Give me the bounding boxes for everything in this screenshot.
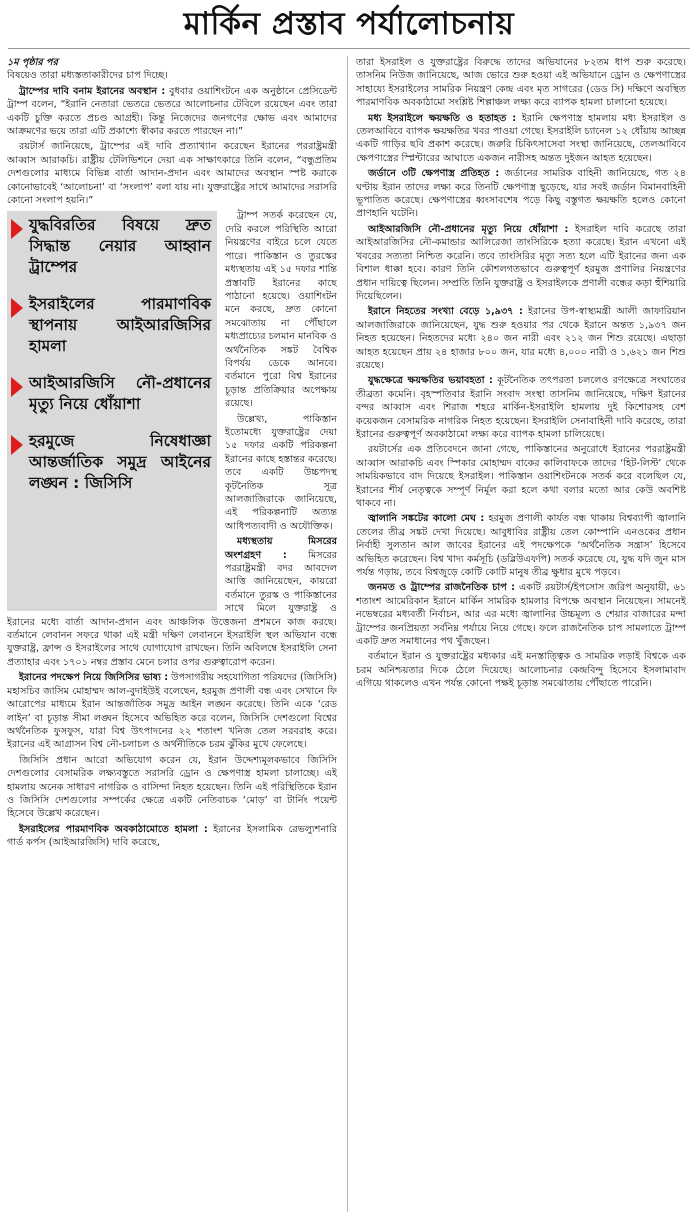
subheading: ইরানে নিহতের সংখ্যা বেড়ে ১,৯৩৭ : [368, 306, 523, 318]
paragraph: মধ্যস্থতায় মিসরের অংশগ্রহণ : মিসরের পররাষ্ট্রমন্ত্রী বদর আবদেল আত্তি জানিয়েছেন, কায়রো বর্তমানে তুরস্ক ও পাকিস্তানের সাথে মিলে যুক্তরাষ্ট্র ও ইরানের মধ্যে বার্তা আদান-প্রদান এবং আঞ্চলিক উত্তেজনা প্রশমনে কাজ করছে। বর্তমানে লেবানন সফরে থাকা এই মন্ত্রী দক্ষিণ লেবাননে ইসরাইলি স্থল অভিযান বন্ধে যুক্তরাষ্ট্র, ফ্রান্স ও ইসরাইলের সাথে যোগাযোগ রাখছেন। তিনি অবিলম্বে ইসরাইলি সেনা প্রত্যাহার এবং ১৭০১ নম্বর প্রস্তাব মেনে চলার ওপর গুরুত্বারোপ করেন। [7, 536, 337, 668]
subheading: জনমত ও ট্রাম্পের রাজনৈতিক চাপ : [368, 582, 515, 594]
pull-quote-item: আইআরজিসি নৌ-প্রধানের মৃত্যু নিয়ে ধোঁয়াশা [11, 373, 211, 415]
paragraph: রয়টার্সের এক প্রতিবেদনে জানা গেছে, পাকিস্তানের অনুরোধে ইরানের পররাষ্ট্রমন্ত্রী আব্বাস আরাকচি এবং স্পিকার মোহাম্মদ বাকের কালিবাফকে তাদের ‘হিট-লিস্ট’ থেকে সাময়িকভাবে বাদ দিয়েছে ইসরাইল। পাকিস্তান ওয়াশিংটনকে সতর্ক করে বলেছিল যে, ইরানের শীর্ষ নেতৃত্বকে সম্পূর্ণ নির্মূল করা হলে কথা বলার মতো আর কেউ অবশিষ্ট থাকবে না। [356, 444, 686, 509]
subheading: যুদ্ধক্ষেত্রে ক্ষয়ক্ষতির ভয়াবহতা : [368, 375, 493, 387]
subheading: জর্ডানে ৩টি ক্ষেপণাস্ত্র প্রতিহত : [368, 168, 500, 180]
subheading: মধ্যস্থতায় মিসরের অংশগ্রহণ : [225, 536, 337, 561]
subheading: মধ্য ইসরাইলে ক্ষয়ক্ষতি ও হতাহত : [368, 112, 517, 124]
paragraph: জ্বালানি সঙ্কটের কালো মেঘ : হরমুজ প্রণালী কার্যত বন্ধ থাকায় বিশ্বব্যাপী জ্বালানি তেলের তীব্র সঙ্কট দেখা দিয়েছে। আবুধাবির রাষ্ট্রীয় তেল কোম্পানি এনওকের প্রধান নির্বাহী সুলতান আল জাবের ইরানের এই পদক্ষেপকে ‘অর্থনৈতিক সন্ত্রাস’ হিসেবে অভিহিত করেছেন। বিশ্ব খাদ্য কর্মসূচি (ডব্লিউএফপি) সতর্ক করেছে যে, যুদ্ধ যদি জুন মাস পর্যন্ত গড়ায়, তবে বিশ্বজুড়ে কোটি কোটি মানুষ তীব্র ক্ষুধার মুখে পড়বে। [356, 513, 686, 579]
paragraph: যুদ্ধক্ষেত্রে ক্ষয়ক্ষতির ভয়াবহতা : কূটনৈতিক তৎপরতা চললেও রণক্ষেত্রে সংঘাতের তীব্রতা কমেনি। বৃহস্পতিবার ইরানি সংবাদ সংস্থা তাসনিম জানিয়েছে, দক্ষিণ ইরানের বন্দর আব্বাস এবং শিরাজ শহরে মার্কিন-ইসরাইলি হামলায় দুই কিশোরসহ বেশ কয়েকজন বেসামরিক নাগরিক নিহত হয়েছেন। ইসরাইলি সেনাবাহিনী দাবি করেছে, তারা ইরানের গুরুত্বপূর্ণ অবকাঠামো লক্ষ্য করে ব্যাপক হামলা চালিয়েছে। [356, 375, 686, 440]
paragraph: বর্তমানে ইরান ও যুক্তরাষ্ট্রের মধ্যকার এই মনস্তাত্ত্বিক ও সামরিক লড়াই বিশ্বকে এক চরম অনিশ্চয়তার দিকে ঠেলে দিয়েছে। আলোচনার কেন্দ্রবিন্দু হিসেবে ইসলামাবাদ এগিয়ে থাকলেও এখন পর্যন্ত কোনো পক্ষই চূড়ান্ত সমঝোতায় পৌঁছাতে পারেনি। [356, 651, 686, 690]
paragraph: উল্লেখ্য, পাকিস্তান ইতোমধ্যে যুক্তরাষ্ট্রের দেয়া ১৫ দফার একটি পরিকল্পনা ইরানের কাছে হস্তান্তর করেছে। তবে একটি উচ্চপদস্থ কূটনৈতিক সূত্র আলজাজিরাকে জানিয়েছে, এই পরিকল্পনাটি অত্যন্ত আধিপত্যবাদী ও অযৌক্তিক। [225, 413, 337, 532]
subheading: আইআরজিসি নৌ-প্রধানের মৃত্যু নিয়ে ধোঁয়াশা : [368, 223, 569, 235]
subheading: জ্বালানি সঙ্কটের কালো মেঘ : [368, 513, 485, 525]
pull-quote-item: যুদ্ধবিরতির বিষয়ে দ্রুত সিদ্ধান্ত নেয়ার আহ্বান ট্রাম্পের [11, 215, 211, 278]
continued-from-page-label: ১ম পৃষ্ঠার পর [7, 57, 58, 68]
paragraph: ইসরাইলের পারমাণবিক অবকাঠামোতে হামলা : ইরানের ইসলামিক রেভল্যুশনারি গার্ড কর্পস (আইআরজিসি) দাবি করেছে, [7, 823, 337, 849]
paragraph: বিষয়েও তারা মধ্যস্ততাকারীদের চাপ দিচ্ছে। [7, 70, 168, 82]
paragraph: ইরানের পদক্ষেপ নিয়ে জিসিসির ভাষ্য : উপসাগরীয় সহযোগিতা পরিষদের (জিসিসি) মহাসচিব জাসিম মোহাম্মদ আল-বুদাইউই বলেছেন, হরমুজ প্রণালী বন্ধ এবং সেখানে ফি আরোপের মাধ্যমে ইরান আন্তর্জাতিক সমুদ্র আইন লঙ্ঘন করেছে। তিনি একে ‘রেড লাইন’ বা চূড়ান্ত সীমা লঙ্ঘন হিসেবে অভিহিত করে বলেন, জিসিসি দেশগুলো বিশ্বের অর্থনৈতিক ফুসফুস, যারা বিশ্ব উৎপাদনের ২২ শতাংশ খনিজ তেল সরবরাহ করে। ইরানের এই আগ্রাসন বিশ্ব নৌ-চলাচল ও অর্থনীতিকে চরম ঝুঁকির মুখে ফেলেছে। [7, 672, 337, 751]
subheading: ট্রাম্পের দাবি বনাম ইরানের অবস্থান : [19, 85, 166, 97]
right-column [356, 56, 686, 1212]
paragraph: তারা ইসরাইল ও যুক্তরাষ্ট্রের বিরুদ্ধে তাদের অভিযানের ৮২তম ধাপ শুরু করেছে। তাসনিম নিউজ জানিয়েছে, আজ ভোরে শুরু হওয়া এই অভিযানে ড্রোন ও ক্ষেপণাস্ত্রের সাহায্যে ইসরাইলের সামরিক নিয়ন্ত্রণ কেন্দ্র এবং মৃত সাগরের (ডেড সি) দক্ষিণে অবস্থিত পারমাণবিক অবকাঠামো সংশ্লিষ্ট শিল্পাঞ্চল লক্ষ্য করে ব্যাপক হামলা চালানো হয়েছে। [356, 57, 686, 109]
paragraph: জিসিসি প্রধান আরো অভিযোগ করেন যে, ইরান উদ্দেশ্যমূলকভাবে জিসিসি দেশগুলোর বেসামরিক লক্ষ্যবস্তুতে সরাসরি ড্রোন ও ক্ষেপণাস্ত্র হামলা চালাচ্ছে। এই হামলায় অনেক সাধারণ নাগরিক ও বাসিন্দা নিহত হয়েছেন। তিনি এই পরিস্থিতিকে ইরান ও জিসিসি দেশগুলোর সম্পর্কের ক্ষেত্রে একটি নেতিবাচক ‘মোড়’ বা টার্নিং পয়েন্ট হিসেবে উল্লেখ করেছেন। [7, 754, 337, 820]
subheading: ইরানের পদক্ষেপ নিয়ে জিসিসির ভাষ্য : [19, 672, 169, 684]
pull-quote-item: ইসরাইলের পারমাণবিক স্থাপনায় আইআরজিসির হামলা [11, 294, 211, 357]
paragraph: ইরানে নিহতের সংখ্যা বেড়ে ১,৯৩৭ : ইরানের উপ-স্বাস্থ্যমন্ত্রী আলী জাফারিয়ান আলজাজিরাকে জানিয়েছেন, যুদ্ধ শুরু হওয়ার পর থেকে ইরানে অন্তত ১,৯৩৭ জন নিহত হয়েছেন। নিহতদের মধ্যে ২৪০ জন নারী এবং ২১২ জন শিশু রয়েছে। এছাড়া আহত হয়েছেন প্রায় ২৪ হাজার ৮০০ জন, যার মধ্যে ৪,০০০ নারী ও ১,৬২১ জন শিশু রয়েছে। [356, 306, 686, 371]
red-arrow-icon [11, 435, 23, 455]
column-divider [347, 56, 348, 1212]
red-arrow-icon [11, 377, 23, 397]
paragraph: আইআরজিসি নৌ-প্রধানের মৃত্যু নিয়ে ধোঁয়াশা : ইসরাইল দাবি করেছে তারা আইআরজিসির নৌ-কমান্ডার আলিরেজা তাংসিরিকে হত্যা করেছে। ইরান এখনো এই খবরের সত্যতা নিশ্চিত করেনি। তবে তাংসিরির মৃত্যু সত্য হলে এটি ইরানের জন্য এক বিশাল ধাক্কা হবে। কারণ তিনি কৌশলগতভাবে গুরুত্বপূর্ণ হরমুজ প্রণালির নিয়ন্ত্রণের প্রধান দায়িত্বে ছিলেন। সম্প্রতি তিনি যুক্তরাষ্ট্র ও ইসরাইলকে প্রণালী বন্ধের কড়া হুঁশিয়ারি দিয়েছিলেন। [356, 223, 686, 302]
paragraph: রয়টার্স জানিয়েছে, ট্রাম্পের এই দাবি প্রত্যাখ্যান করেছেন ইরানের পররাষ্ট্রমন্ত্রী আব্বাস আরাকচি। রাষ্ট্রীয় টেলিভিশনে দেয়া এক সাক্ষাৎকারে তিনি বলেন, “বন্ধুপ্রতিম দেশগুলোর মাধ্যমে বিভিন্ন বার্তা আদান-প্রদান এবং আমাদের অবস্থান স্পষ্ট করাকে কোনোভাবেই ‘আলোচনা’ বা ‘সংলাপ’ বলা যায় না। যুক্তরাষ্ট্রের সাথে আমাদের সরাসরি কোনো সংলাপ হয়নি।” [7, 141, 337, 207]
pull-quote-box [7, 211, 217, 611]
red-arrow-icon [11, 219, 23, 239]
paragraph: জর্ডানে ৩টি ক্ষেপণাস্ত্র প্রতিহত : জর্ডানের সামরিক বাহিনী জানিয়েছে, গত ২৪ ঘণ্টায় ইরান তাদের লক্ষ্য করে তিনটি ক্ষেপণাস্ত্র ছুড়েছে, যার সবই জর্ডান বিমানবাহিনী ভূপাতিত করেছে। ক্ষেপণাস্ত্রের ধ্বংসাবশেষ পড়ে কিছু বস্তুগত ক্ষয়ক্ষতি হলেও কোনো প্রাণহানি ঘটেনি। [356, 168, 686, 220]
pull-quote-item: হরমুজে নিষেধাজ্ঞা আন্তর্জাতিক সমুদ্র আইনের লঙ্ঘন : জিসিসি [11, 431, 211, 494]
paragraph: ট্রাম্প সতর্ক করেছেন যে, দেরি করলে পরিস্থিতি আরো নিয়ন্ত্রণের বাইরে চলে যেতে পারে। পাকিস্তান ও তুরস্কের মধ্যস্থতায় এই ১৫ দফার শান্তি প্রস্তাবটি ইরানের কাছে পাঠানো হয়েছে। ওয়াশিংটন মনে করছে, দ্রুত কোনো সমঝোতায় না পৌঁছালে মধ্যপ্রাচ্যের চলমান মানবিক ও অর্থনৈতিক সঙ্কট বৈশ্বিক বিপর্যয় ডেকে আনবে। বর্তমানে পুরো বিশ্ব ইরানের চূড়ান্ত প্রতিক্রিয়ার অপেক্ষায় রয়েছে। [225, 210, 337, 410]
headline: মার্কিন প্রস্তাব পর্যালোচনায় [183, 6, 515, 42]
headline-rule [8, 48, 690, 49]
paragraph: জনমত ও ট্রাম্পের রাজনৈতিক চাপ : একটি রয়টার্স/ইপসোস জরিপ অনুযায়ী, ৬১ শতাংশ আমেরিকান ইরানে মার্কিন সামরিক হামলার বিপক্ষে অবস্থান নিয়েছেন। সামনেই নভেম্বরের মধ্যবর্তী নির্বাচন, আর এর মধ্যে জ্বালানির উচ্চমূল্য ও শেয়ার বাজারের মন্দা ট্রাম্পের জনপ্রিয়তা সর্বনিম্ন পর্যায়ে নিয়ে গেছে। ফলে রাজনৈতিক চাপ সামলাতে ট্রাম্প একটি দ্রুত সমাধানের পথ খুঁজছেন। [356, 582, 686, 648]
red-arrow-icon [11, 298, 23, 318]
subheading: ইসরাইলের পারমাণবিক অবকাঠামোতে হামলা : [19, 823, 208, 835]
paragraph: মধ্য ইসরাইলে ক্ষয়ক্ষতি ও হতাহত : ইরানি ক্ষেপণাস্ত্র হামলায় মধ্য ইসরাইল ও তেলআবিবে ব্যাপক ক্ষয়ক্ষতির খবর পাওয়া গেছে। ইসরাইলি চ্যানেল ১২ ধোঁয়ায় আচ্ছন্ন একটি গাড়ির ছবি প্রকাশ করেছে। জরুরি চিকিৎসাসেবা সংস্থা জানিয়েছে, তেলআবিবে ক্ষেপণাস্ত্রের স্প্লিন্টারের আঘাতে একজন নারীসহ অন্তত দুইজন আহত হয়েছেন। [356, 112, 686, 164]
paragraph: ট্রাম্পের দাবি বনাম ইরানের অবস্থান : বুধবার ওয়াশিংটনে এক অনুষ্ঠানে প্রেসিডেন্ট ট্রাম্প বলেন, “ইরানি নেতারা ভেতরে ভেতরে আলোচনার টেবিলে রয়েছেন এবং তারা একটি চুক্তি করতে প্রচণ্ড আগ্রহী। কিন্তু নিজেদের জনগণের ক্ষোভ এবং আমাদের আক্রমণের ভয়ে তারা এটি প্রকাশ্যে স্বীকার করতে পারছেন না।” [7, 85, 337, 138]
left-column [7, 56, 337, 1212]
